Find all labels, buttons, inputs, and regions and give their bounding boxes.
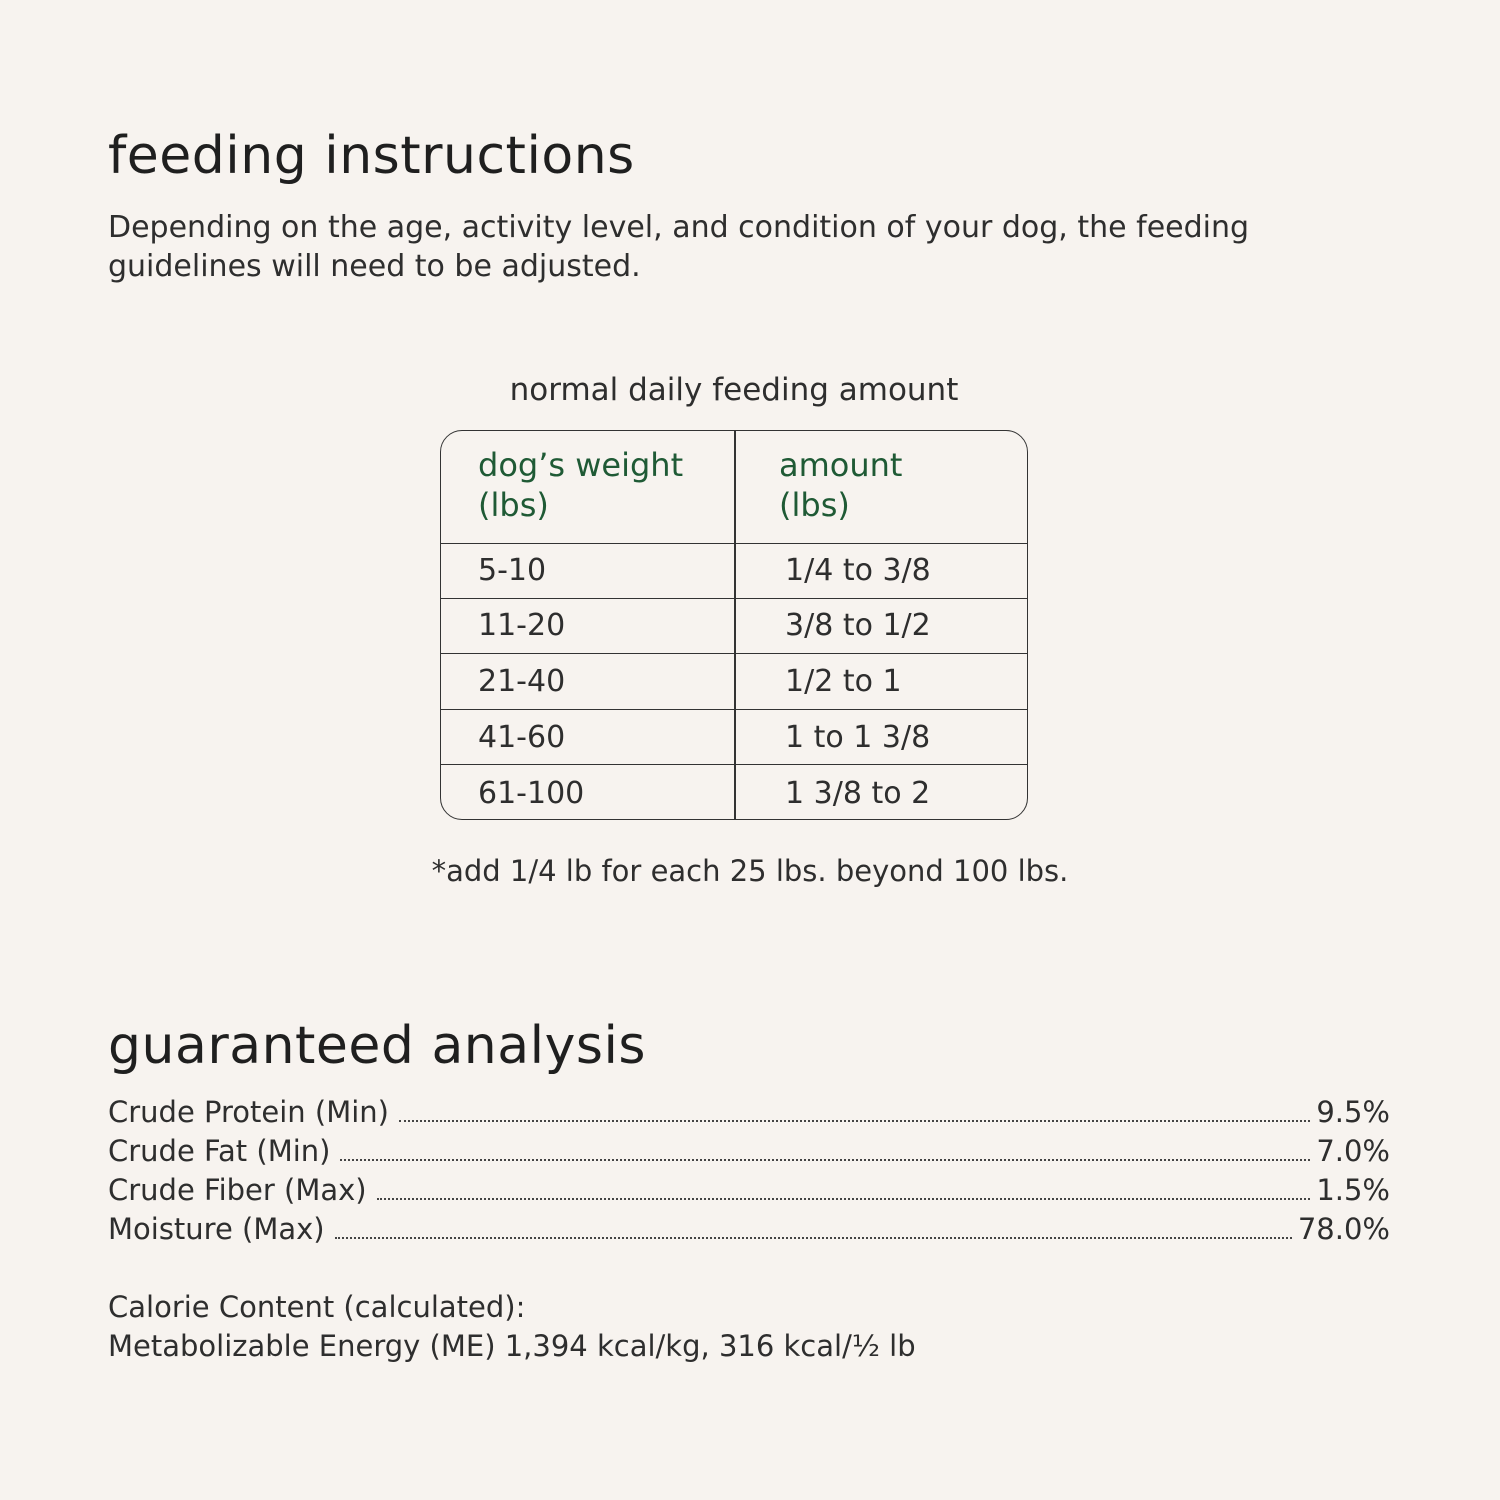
calorie-text: Metabolizable Energy (ME) 1,394 kcal/kg, 316 kcal/½ lb — [108, 1329, 916, 1363]
analysis-value: 78.0% — [1297, 1212, 1390, 1246]
weight-cell: 61-100 — [478, 775, 585, 811]
weight-cell: 41-60 — [478, 719, 566, 755]
analysis-value: 7.0% — [1316, 1134, 1390, 1168]
feeding-description: Depending on the age, activity level, and condition of your dog, the feeding guidelines will need to be adjusted. — [108, 210, 1250, 284]
weight-cell: 5-10 — [478, 552, 547, 588]
analysis-label: Crude Fiber (Max) — [108, 1173, 367, 1207]
calorie-content — [108, 1288, 916, 1366]
feeding-footnote: *add 1/4 lb for each 25 lbs. beyond 100 lbs. — [431, 854, 1069, 888]
weight-column-header — [478, 445, 718, 525]
dot-leader — [399, 1120, 1310, 1122]
amount-cell: 1/2 to 1 — [785, 663, 902, 699]
guaranteed-analysis-title: guaranteed analysis — [108, 1016, 646, 1076]
amount-cell: 1/4 to 3/8 — [785, 552, 931, 588]
analysis-row — [108, 1093, 1390, 1132]
analysis-value: 1.5% — [1316, 1173, 1390, 1207]
feeding-instructions-title: feeding instructions — [108, 126, 635, 186]
analysis-row — [108, 1132, 1390, 1171]
calorie-heading: Calorie Content (calculated): — [108, 1290, 526, 1324]
analysis-label: Crude Fat (Min) — [108, 1134, 331, 1168]
dot-leader — [335, 1237, 1292, 1239]
weight-header-line-2: (lbs) — [478, 486, 549, 524]
analysis-label: Moisture (Max) — [108, 1212, 325, 1246]
amount-header-line-1: amount — [779, 446, 903, 484]
analysis-list — [108, 1093, 1390, 1249]
amount-column-header — [779, 445, 1009, 525]
weight-cell: 21-40 — [478, 663, 566, 699]
amount-cell: 1 to 1 3/8 — [785, 719, 931, 755]
analysis-value: 9.5% — [1316, 1095, 1390, 1129]
weight-cell: 11-20 — [478, 608, 566, 644]
amount-header-line-2: (lbs) — [779, 486, 850, 524]
analysis-row — [108, 1210, 1390, 1249]
amount-cell: 1 3/8 to 2 — [785, 775, 931, 811]
column-divider — [734, 431, 736, 819]
analysis-label: Crude Protein (Min) — [108, 1095, 389, 1129]
feeding-table — [440, 430, 1028, 820]
amount-cell: 3/8 to 1/2 — [785, 608, 931, 644]
analysis-row — [108, 1171, 1390, 1210]
feeding-table-caption: normal daily feeding amount — [509, 372, 959, 408]
weight-header-line-1: dog’s weight — [478, 446, 684, 484]
dot-leader — [340, 1159, 1310, 1161]
dot-leader — [377, 1198, 1311, 1200]
